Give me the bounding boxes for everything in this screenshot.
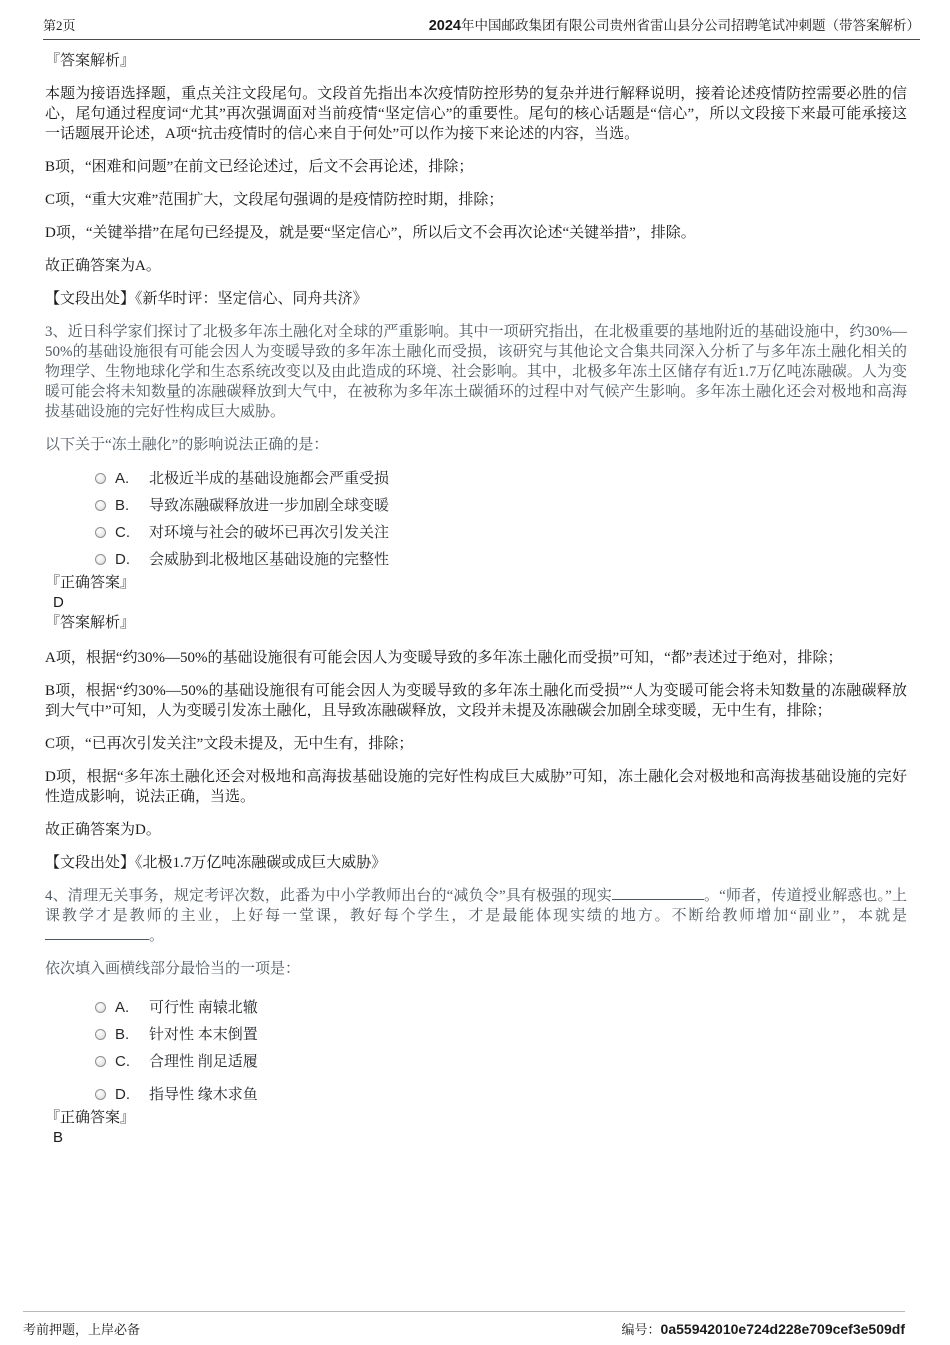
analysis-section-label: 『答案解析』 [45, 53, 136, 69]
question-3-analysis-b: B项，根据“约30%—50%的基础设施很有可能会因人为变暖导致的多年冻土融化而受损”“人为变暖可能会将未知数量的冻融碳释放到大气中”可知，人为变暖引发冻土融化，且导致冻融碳释放，文段并未提及冻融碳会加剧全球变暖，无中生有，排除； [45, 683, 907, 719]
radio-button-icon[interactable] [95, 554, 106, 565]
document-content [45, 51, 907, 1148]
radio-button-icon[interactable] [95, 1002, 106, 1013]
question-4-stem-part1: 4、清理无关事务，规定考评次数，此番为中小学教师出台的“减负令”具有极强的现实 [45, 888, 612, 904]
option-letter: A. [115, 998, 130, 1016]
question-3-stem: 3、近日科学家们探讨了北极多年冻土融化对全球的严重影响。其中一项研究指出，在北极重要的基地附近的基础设施中，约30%—50%的基础设施很有可能会因人为变暖导致的多年冻土融化而受损，该研究与其他论文合集共同深入分析了与多年冻土融化相关的物理学、生物地球化学和生态系统改变以及由此造成的环境、社会影响。其中，北极多年冻土区储存有近1.7万亿吨冻融碳。人为变暖可能会将未知数量的冻融碳释放到大气中，在被称为多年冻土碳循环的过程中对气候产生影响。多年冻土融化还会对极地和高海拔基础设施的完好性构成巨大威胁。 [45, 324, 907, 420]
radio-button-icon[interactable] [95, 1029, 106, 1040]
footer-id-value: 0a55942010e724d228e709cef3e509df [660, 1321, 905, 1337]
correct-answer-label: 『正确答案』 [45, 575, 136, 591]
document-title [429, 14, 920, 34]
question-4-option-d[interactable] [45, 1081, 907, 1108]
option-letter: C. [115, 523, 130, 541]
blank-underline-1 [612, 886, 704, 900]
document-title-year: 2024 [428, 18, 461, 34]
page-footer [23, 1311, 905, 1338]
blank-underline-2 [45, 926, 149, 940]
option-text: 指导性 缘木求鱼 [149, 1086, 258, 1103]
document-title-text: 年中国邮政集团有限公司贵州省雷山县分公司招聘笔试冲刺题（带答案解析） [461, 18, 920, 33]
question-3-prompt: 以下关于“冻土融化”的影响说法正确的是： [45, 437, 329, 453]
analysis-item-c: C项，“重大灾难”范围扩大，文段尾句强调的是疫情防控时期，排除； [45, 192, 504, 208]
analysis-main-paragraph: 本题为接语选择题，重点关注文段尾句。文段首先指出本次疫情防控形势的复杂并进行解释说明，接着论述疫情防控需要必胜的信心，尾句通过程度词“尤其”再次强调面对当前疫情“坚定信心”的重要性。尾句的核心话题是“信心”，所以文段接下来最可能承接这一话题展开论述，A项“抗击疫情时的信心来自于何处”可以作为接下来论述的内容，当选。 [45, 86, 907, 142]
option-letter: C. [115, 1052, 130, 1070]
correct-answer-value: D [53, 594, 64, 611]
question-4-stem [45, 886, 907, 946]
page-number: 第2页 [43, 18, 76, 33]
correct-answer-value: B [53, 1129, 64, 1146]
analysis-section-label: 『答案解析』 [45, 615, 136, 631]
option-text: 对环境与社会的破坏已再次引发关注 [149, 524, 390, 541]
analysis-item-d: D项，“关键举措”在尾句已经提及，就是要“坚定信心”，所以后文不会再次论述“关键举措”，排除。 [45, 225, 696, 241]
option-letter: B. [115, 496, 130, 514]
question-3-option-d[interactable] [45, 546, 907, 573]
analysis-item-b: B项，“困难和问题”在前文已经论述过，后文不会再论述，排除； [45, 159, 474, 175]
question-3-conclusion: 故正确答案为D。 [45, 822, 161, 838]
footer-id [622, 1319, 905, 1338]
footer-slogan: 考前押题，上岸必备 [23, 1322, 141, 1337]
option-text: 可行性 南辕北辙 [149, 999, 258, 1016]
option-text: 北极近半成的基础设施都会严重受损 [149, 470, 390, 487]
question-3-analysis-c: C项，“已再次引发关注”文段未提及，无中生有，排除； [45, 736, 414, 752]
option-text: 针对性 本末倒置 [149, 1026, 258, 1043]
passage-source: 【文段出处】《新华时评：坚定信心、同舟共济》 [45, 291, 368, 307]
option-text: 合理性 削足适履 [149, 1053, 258, 1070]
footer-id-label: 编号： [621, 1322, 661, 1337]
question-4-option-c[interactable] [45, 1048, 907, 1075]
question-3-option-b[interactable] [45, 492, 907, 519]
option-text: 导致冻融碳释放进一步加剧全球变暖 [149, 497, 390, 514]
question-4-prompt: 依次填入画横线部分最恰当的一项是： [45, 961, 301, 977]
radio-button-icon[interactable] [95, 1089, 106, 1100]
question-4-option-b[interactable] [45, 1021, 907, 1048]
radio-button-icon[interactable] [95, 1056, 106, 1067]
page-header [43, 14, 920, 40]
option-letter: B. [115, 1025, 130, 1043]
option-letter: A. [115, 469, 130, 487]
question-3-options [45, 465, 907, 573]
question-4-option-a[interactable] [45, 994, 907, 1021]
radio-button-icon[interactable] [95, 527, 106, 538]
radio-button-icon[interactable] [95, 473, 106, 484]
radio-button-icon[interactable] [95, 500, 106, 511]
option-letter: D. [115, 1085, 130, 1103]
question-4-stem-part2: 。“师者，传道授业解惑也。”上课教学才是教师的主业，上好每一堂课，教好每个学生，才是最能体现实绩的地方。不断给教师增加“副业”，本就是 [45, 888, 907, 924]
option-letter: D. [115, 550, 130, 568]
question-4-options [45, 994, 907, 1108]
question-3-option-c[interactable] [45, 519, 907, 546]
question-4-stem-part3: 。 [149, 928, 165, 944]
correct-answer-label: 『正确答案』 [45, 1110, 136, 1126]
option-text: 会威胁到北极地区基础设施的完整性 [149, 551, 390, 568]
passage-source: 【文段出处】《北极1.7万亿吨冻融碳或成巨大威胁》 [45, 855, 387, 871]
question-3-analysis-a: A项，根据“约30%—50%的基础设施很有可能会因人为变暖导致的多年冻土融化而受损”可知，“都”表述过于绝对，排除； [45, 650, 843, 666]
analysis-conclusion: 故正确答案为A。 [45, 258, 161, 274]
question-3-analysis-d: D项，根据“多年冻土融化还会对极地和高海拔基础设施的完好性构成巨大威胁”可知，冻土融化会对极地和高海拔基础设施的完好性造成影响，说法正确，当选。 [45, 769, 907, 805]
question-3-option-a[interactable] [45, 465, 907, 492]
